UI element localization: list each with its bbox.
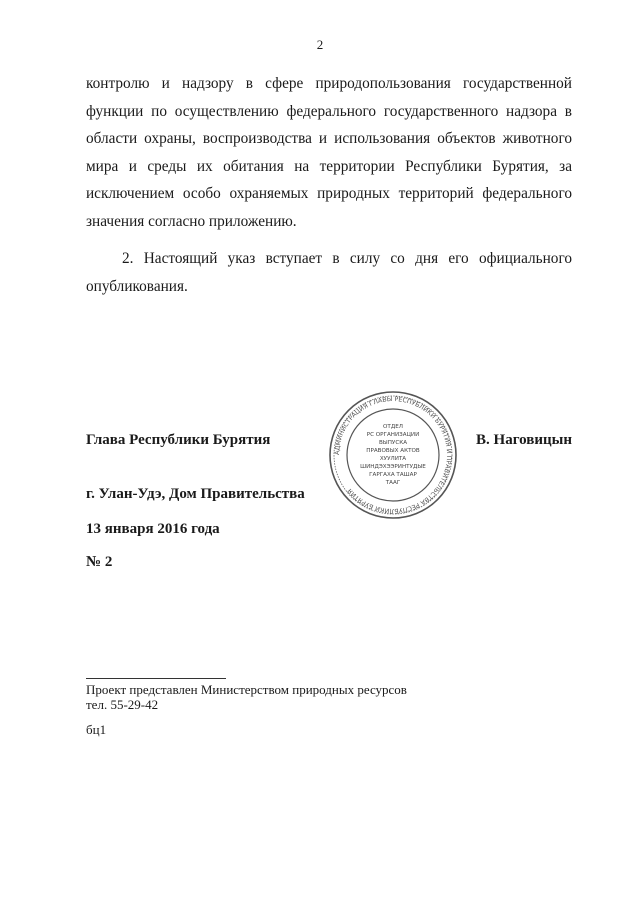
seal-line: ШИНДЭХЭЭРИНТУДЫЕ <box>360 464 426 470</box>
decree-number: № 2 <box>86 554 113 570</box>
seal-line: ОТДЕЛ <box>383 424 403 430</box>
seal-line: ГАРГАХА ТАШАР <box>369 472 417 478</box>
seal-line: ХУУЛИТА <box>379 456 407 462</box>
signing-place: г. Улан-Удэ, Дом Правительства <box>86 486 305 502</box>
signing-date: 13 января 2016 года <box>86 521 220 537</box>
footnote-note: Проект представлен Министерством природных ресурсов <box>86 682 407 697</box>
body-paragraph-1: контролю и надзору в сфере природопользования государственной функции по осуществлению федерального государственного надзора в области охраны, воспроизводства и использования объектов животного мира и среды их обитания на территории Республики Бурятия, за исключением особо охраняемых природных территорий федерального значения согласно приложению. <box>86 75 572 230</box>
footnote-divider <box>86 678 226 679</box>
signatory-name: В. Наговицын <box>476 432 572 448</box>
official-seal <box>328 390 458 520</box>
seal-line: РС ОРГАНИЗАЦИИ <box>366 432 420 438</box>
signatory-position: Глава Республики Бурятия <box>86 432 271 448</box>
seal-line: ПРАВОВЫХ АКТОВ <box>366 448 420 454</box>
body-paragraph-2: 2. Настоящий указ вступает в силу со дня его официального опубликования. <box>86 250 572 295</box>
page-number: 2 <box>316 37 324 52</box>
seal-line: ВЫПУСКА <box>378 440 408 446</box>
seal-line: ТААГ <box>385 480 401 486</box>
seal-ring-text: АДМИНИСТРАЦИЯ ГЛАВЫ РЕСПУБЛИКИ БУРЯТИЯ И ПРАВИТЕЛЬСТВА РЕСПУБЛИКИ БУРЯТИЯ <box>333 395 453 515</box>
footnote-code: бц1 <box>86 722 107 737</box>
footnote-phone: тел. 55-29-42 <box>86 697 159 712</box>
